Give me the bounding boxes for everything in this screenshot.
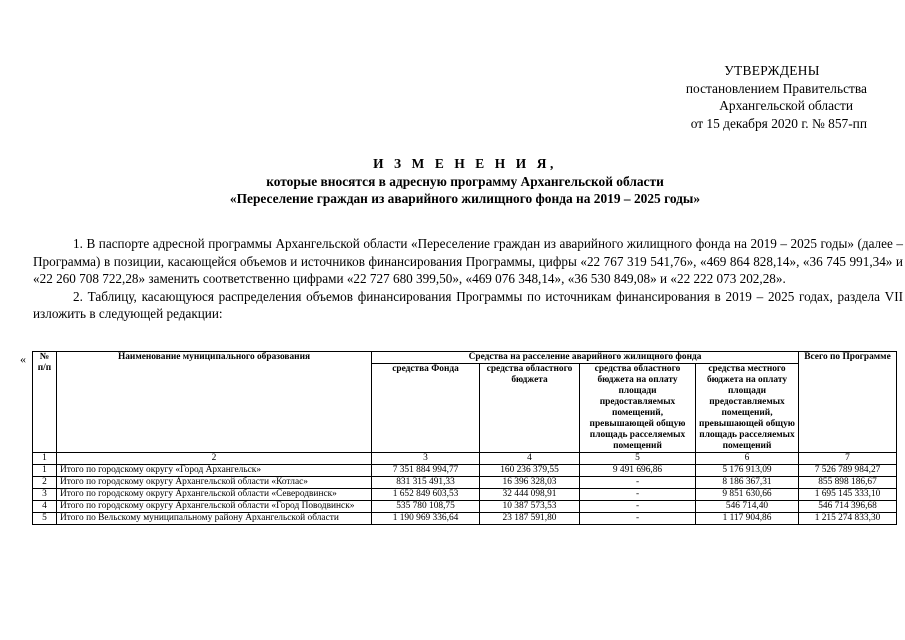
approval-line-1: постановлением Правительства [685,80,867,96]
column-number: 2 [57,453,372,465]
approval-line-3: от 15 декабря 2020 г. № 857-пп [690,115,867,131]
row-number: 1 [33,465,57,477]
row-regional: 160 236 379,55 [480,465,580,477]
opening-quote-mark: « [20,352,26,366]
table-row [33,489,897,501]
row-total: 855 898 186,67 [799,477,897,489]
heading-line-3: «Переселение граждан из аварийного жилищного фонда на 2019 – 2025 годы» [229,191,701,206]
row-number: 5 [33,513,57,525]
column-number: 1 [33,453,57,465]
row-local-extra: 9 851 630,66 [696,489,799,501]
approval-title: УТВЕРЖДЕНЫ [724,63,820,78]
paragraph-1: 1. В паспорте адресной программы Архангельской области «Переселение граждан из аварийного жилищного фонда на 2019 – 2025 годы» (далее – Программа) в позиции, касающейся объемов и источников финансирования Программы, цифры «22 767 319 541,76», «469 864 828,14», «36 745 991,34» и «22 260 708 722,28» заменить соответственно цифрами «22 727 680 399,50», «469 076 348,14», «36 530 849,08» и «22 222 073 202,28». [33,236,903,287]
table-header-row [33,352,897,364]
header-regional-extra: средства областного бюджета на оплату площади предоставляемых помещений, превышающей общую площадь расселяемых помещений [580,364,696,453]
table-row [33,501,897,513]
heading-line-2: которые вносятся в адресную программу Архангельской области [266,173,664,189]
row-number: 2 [33,477,57,489]
header-total: Всего по Программе [799,352,897,453]
approval-line-2: Архангельской области [719,98,853,113]
row-regional-extra: - [580,489,696,501]
row-number: 4 [33,501,57,513]
body-text [33,235,903,323]
heading-title: И З М Е Н Е Н И Я, [373,156,557,171]
funding-table [32,351,897,525]
row-fund: 7 351 884 994,77 [372,465,480,477]
column-number: 3 [372,453,480,465]
row-municipality: Итого по городскому округу Архангельской области «Котлас» [57,477,372,489]
table-row [33,465,897,477]
header-local-extra: средства местного бюджета на оплату площади предоставляемых помещений, превышающей общую площадь расселяемых помещений [696,364,799,453]
column-number: 4 [480,453,580,465]
column-number: 7 [799,453,897,465]
row-local-extra: 8 186 367,31 [696,477,799,489]
row-total: 7 526 789 984,27 [799,465,897,477]
row-local-extra: 1 117 904,86 [696,513,799,525]
header-funds-group: Средства на расселение аварийного жилищного фонда [372,352,799,364]
row-total: 1 695 145 333,10 [799,489,897,501]
row-regional: 23 187 591,80 [480,513,580,525]
header-municipality: Наименование муниципального образования [57,352,372,453]
row-regional: 32 444 098,91 [480,489,580,501]
row-regional-extra: 9 491 696,86 [580,465,696,477]
row-fund: 535 780 108,75 [372,501,480,513]
row-fund: 831 315 491,33 [372,477,480,489]
row-number: 3 [33,489,57,501]
column-number: 6 [696,453,799,465]
header-regional: средства областного бюджета [480,364,580,453]
row-municipality: Итого по городскому округу «Город Архангельск» [57,465,372,477]
row-regional: 16 396 328,03 [480,477,580,489]
row-regional-extra: - [580,477,696,489]
table-row [33,477,897,489]
approval-block [637,62,867,132]
row-fund: 1 652 849 603,53 [372,489,480,501]
row-local-extra: 546 714,40 [696,501,799,513]
column-number-row [33,453,897,465]
row-total: 546 714 396,68 [799,501,897,513]
row-total: 1 215 274 833,30 [799,513,897,525]
row-municipality: Итого по городскому округу Архангельской области «Город Поводвинск» [57,501,372,513]
paragraph-2: 2. Таблицу, касающуюся распределения объемов финансирования Программы по источникам финансирования в 2019 – 2025 годах, раздела VII изложить в следующей редакции: [33,288,903,322]
column-number: 5 [580,453,696,465]
document-heading [60,155,870,208]
row-regional: 10 387 573,53 [480,501,580,513]
header-fund: средства Фонда [372,364,480,453]
row-local-extra: 5 176 913,09 [696,465,799,477]
row-regional-extra: - [580,501,696,513]
row-regional-extra: - [580,513,696,525]
row-municipality: Итого по городскому округу Архангельской области «Северодвинск» [57,489,372,501]
row-fund: 1 190 969 336,64 [372,513,480,525]
table-row [33,513,897,525]
row-municipality: Итого по Вельскому муниципальному району Архангельской области [57,513,372,525]
header-num: № п/п [33,352,57,453]
